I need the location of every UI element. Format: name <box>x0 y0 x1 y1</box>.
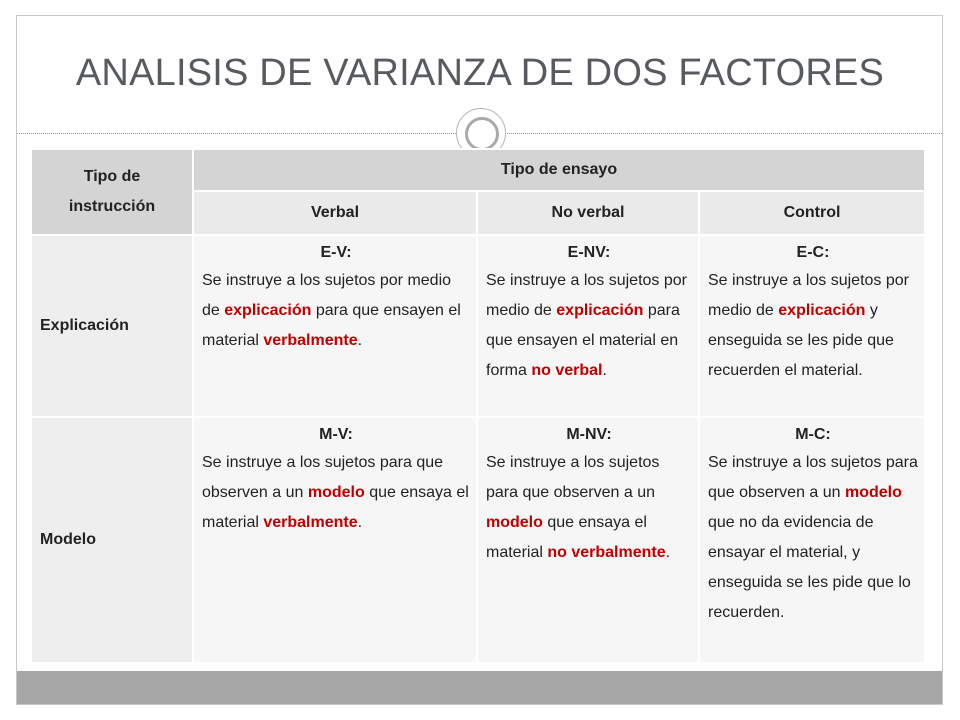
highlight-text: modelo <box>307 484 365 501</box>
cell-code: E-V: <box>320 244 352 261</box>
highlight-text: no verbal <box>531 362 603 379</box>
cell-description <box>486 272 687 379</box>
description-text: Se instruye a los sujetos por medio de <box>486 272 687 319</box>
description-text: que no da evidencia de ensayar el material, y enseguida se les pide que lo recuerden. <box>708 514 911 621</box>
description-text: Se instruye a los sujetos para que observen a un <box>486 454 660 501</box>
cell-code: M-C: <box>795 426 831 443</box>
column-header-no-verbal: No verbal <box>477 191 699 235</box>
row-label-explicacion: Explicación <box>31 235 193 417</box>
cell-description <box>486 454 670 561</box>
description-text: para que ensayen el material en forma <box>486 302 680 379</box>
cell-description <box>708 454 918 621</box>
highlight-text: explicación <box>224 302 312 319</box>
table-cell <box>699 235 925 417</box>
highlight-text: verbalmente <box>263 332 358 349</box>
table-cell <box>193 235 477 417</box>
cell-code: M-V: <box>319 426 353 443</box>
description-text: Se instruye a los sujetos para que observen a un <box>708 454 918 501</box>
description-text: . <box>602 362 607 379</box>
anova-design-table <box>30 148 926 664</box>
row-label-modelo: Modelo <box>31 417 193 663</box>
cell-code: E-C: <box>796 244 830 261</box>
ring-inner-circle <box>465 117 499 151</box>
description-text: . <box>357 514 363 531</box>
description-text: Se instruye a los sujetos por medio de <box>202 272 452 319</box>
header-row <box>31 149 925 191</box>
description-text: que ensaya el material <box>486 514 647 561</box>
cell-description <box>202 454 469 531</box>
cell-description <box>202 272 461 349</box>
highlight-text: explicación <box>556 302 644 319</box>
column-header-control: Control <box>699 191 925 235</box>
description-text: que ensaya el material <box>202 484 469 531</box>
description-text: . <box>357 332 363 349</box>
highlight-text: modelo <box>845 484 902 501</box>
table-row <box>31 417 925 663</box>
table-cell <box>477 417 699 663</box>
description-text: Se instruye a los sujetos para que observen a un <box>202 454 444 501</box>
description-text: Se instruye a los sujetos por medio de <box>708 272 909 319</box>
cell-code: E-NV: <box>567 244 611 261</box>
slide-title: ANALISIS DE VARIANZA DE DOS FACTORES <box>75 52 885 94</box>
table-row <box>31 235 925 417</box>
footer-bar <box>17 671 942 704</box>
highlight-text: explicación <box>778 302 866 319</box>
table-cell <box>699 417 925 663</box>
table-cell <box>477 235 699 417</box>
highlight-text: verbalmente <box>263 514 358 531</box>
group-header: Tipo de ensayo <box>193 149 925 191</box>
highlight-text: no verbalmente <box>547 544 666 561</box>
cell-description <box>708 272 909 379</box>
table-cell <box>193 417 477 663</box>
corner-header: Tipo de instrucción <box>31 149 193 235</box>
description-text: y enseguida se les pide que recuerden el material. <box>708 302 894 379</box>
highlight-text: modelo <box>486 514 543 531</box>
description-text: . <box>665 544 671 561</box>
description-text: para que ensayen el material <box>202 302 461 349</box>
cell-code: M-NV: <box>566 426 612 443</box>
column-header-verbal: Verbal <box>193 191 477 235</box>
